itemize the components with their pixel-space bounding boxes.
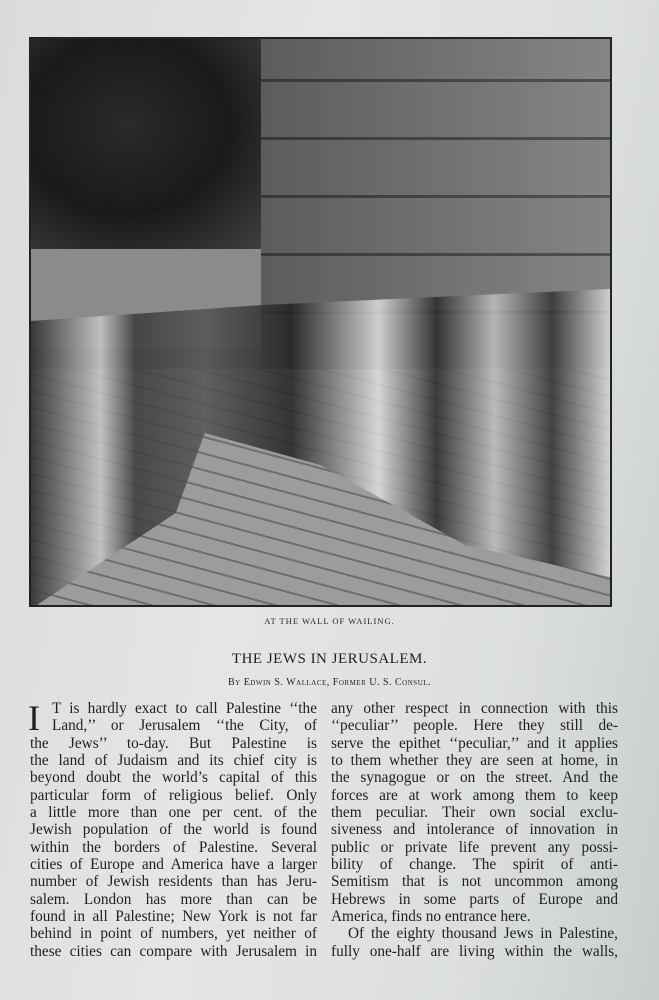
text-line: the land of Judaism and its chief city is	[30, 752, 317, 770]
text-line: a little more than one per cent. of the	[30, 804, 317, 822]
text-line: found in all Palestine; New York is not far	[30, 908, 317, 926]
article-byline: By Edwin S. Wallace, Former U. S. Consul.	[227, 677, 432, 688]
text-line: particular form of religious belief. Only	[30, 786, 317, 804]
text-line: within the borders of Palestine. Several	[30, 838, 317, 856]
figure-caption: AT THE WALL OF WAILING.	[264, 616, 395, 626]
text-line: T is hardly exact to call Palestine ‘‘the	[52, 700, 317, 717]
text-line: fully one-half are living within the walls,	[331, 942, 618, 960]
text-line: cities of Europe and America have a larger	[30, 856, 317, 874]
text-line: behind in point of numbers, yet neither of	[30, 925, 317, 943]
text-line: serve the epithet ‘‘peculiar,’’ and it applies	[331, 734, 618, 752]
text-line: them peculiar. Their own social exclu-	[331, 804, 618, 822]
text-line: public or private life prevent any possi-	[331, 838, 618, 856]
text-line: beyond doubt the world’s capital of this	[30, 769, 317, 787]
text-line: ‘‘peculiar’’ people. Here they still de-	[331, 717, 618, 735]
text-line: Hebrews in some parts of Europe and	[331, 890, 618, 908]
text-line: Jewish population of the world is found	[30, 821, 317, 839]
photo-wall-of-wailing	[29, 37, 612, 607]
text-line: Of the eighty thousand Jews in Palestine,	[348, 925, 618, 943]
text-line: the Jews’’ to-day. But Palestine is	[30, 734, 317, 752]
text-line: to them whether they are seen at home, in	[331, 752, 618, 770]
text-line: bility of change. The spirit of anti-	[331, 856, 618, 874]
text-line: Land,’’ or Jerusalem ‘‘the City, of	[52, 717, 317, 735]
left-column	[30, 700, 317, 960]
text-line: Semitism that is not uncommon among	[331, 873, 618, 891]
text-line: siveness and intolerance of innovation in	[331, 821, 618, 839]
text-line: America, finds no entrance here.	[331, 908, 531, 926]
article-title: THE JEWS IN JERUSALEM.	[231, 651, 428, 667]
text-line: any other respect in connection with this	[331, 700, 618, 717]
text-line: these cities can compare with Jerusalem in	[30, 942, 317, 960]
text-line: the synagogue or on the street. And the	[331, 769, 618, 787]
text-line: forces are at work among them to keep	[331, 786, 618, 804]
right-column	[331, 700, 618, 960]
photo-trees	[31, 39, 271, 254]
text-line: number of Jewish residents than has Jeru-	[30, 873, 317, 891]
text-line: salem. London has more than can be	[30, 890, 317, 908]
drop-cap: I	[28, 698, 40, 738]
